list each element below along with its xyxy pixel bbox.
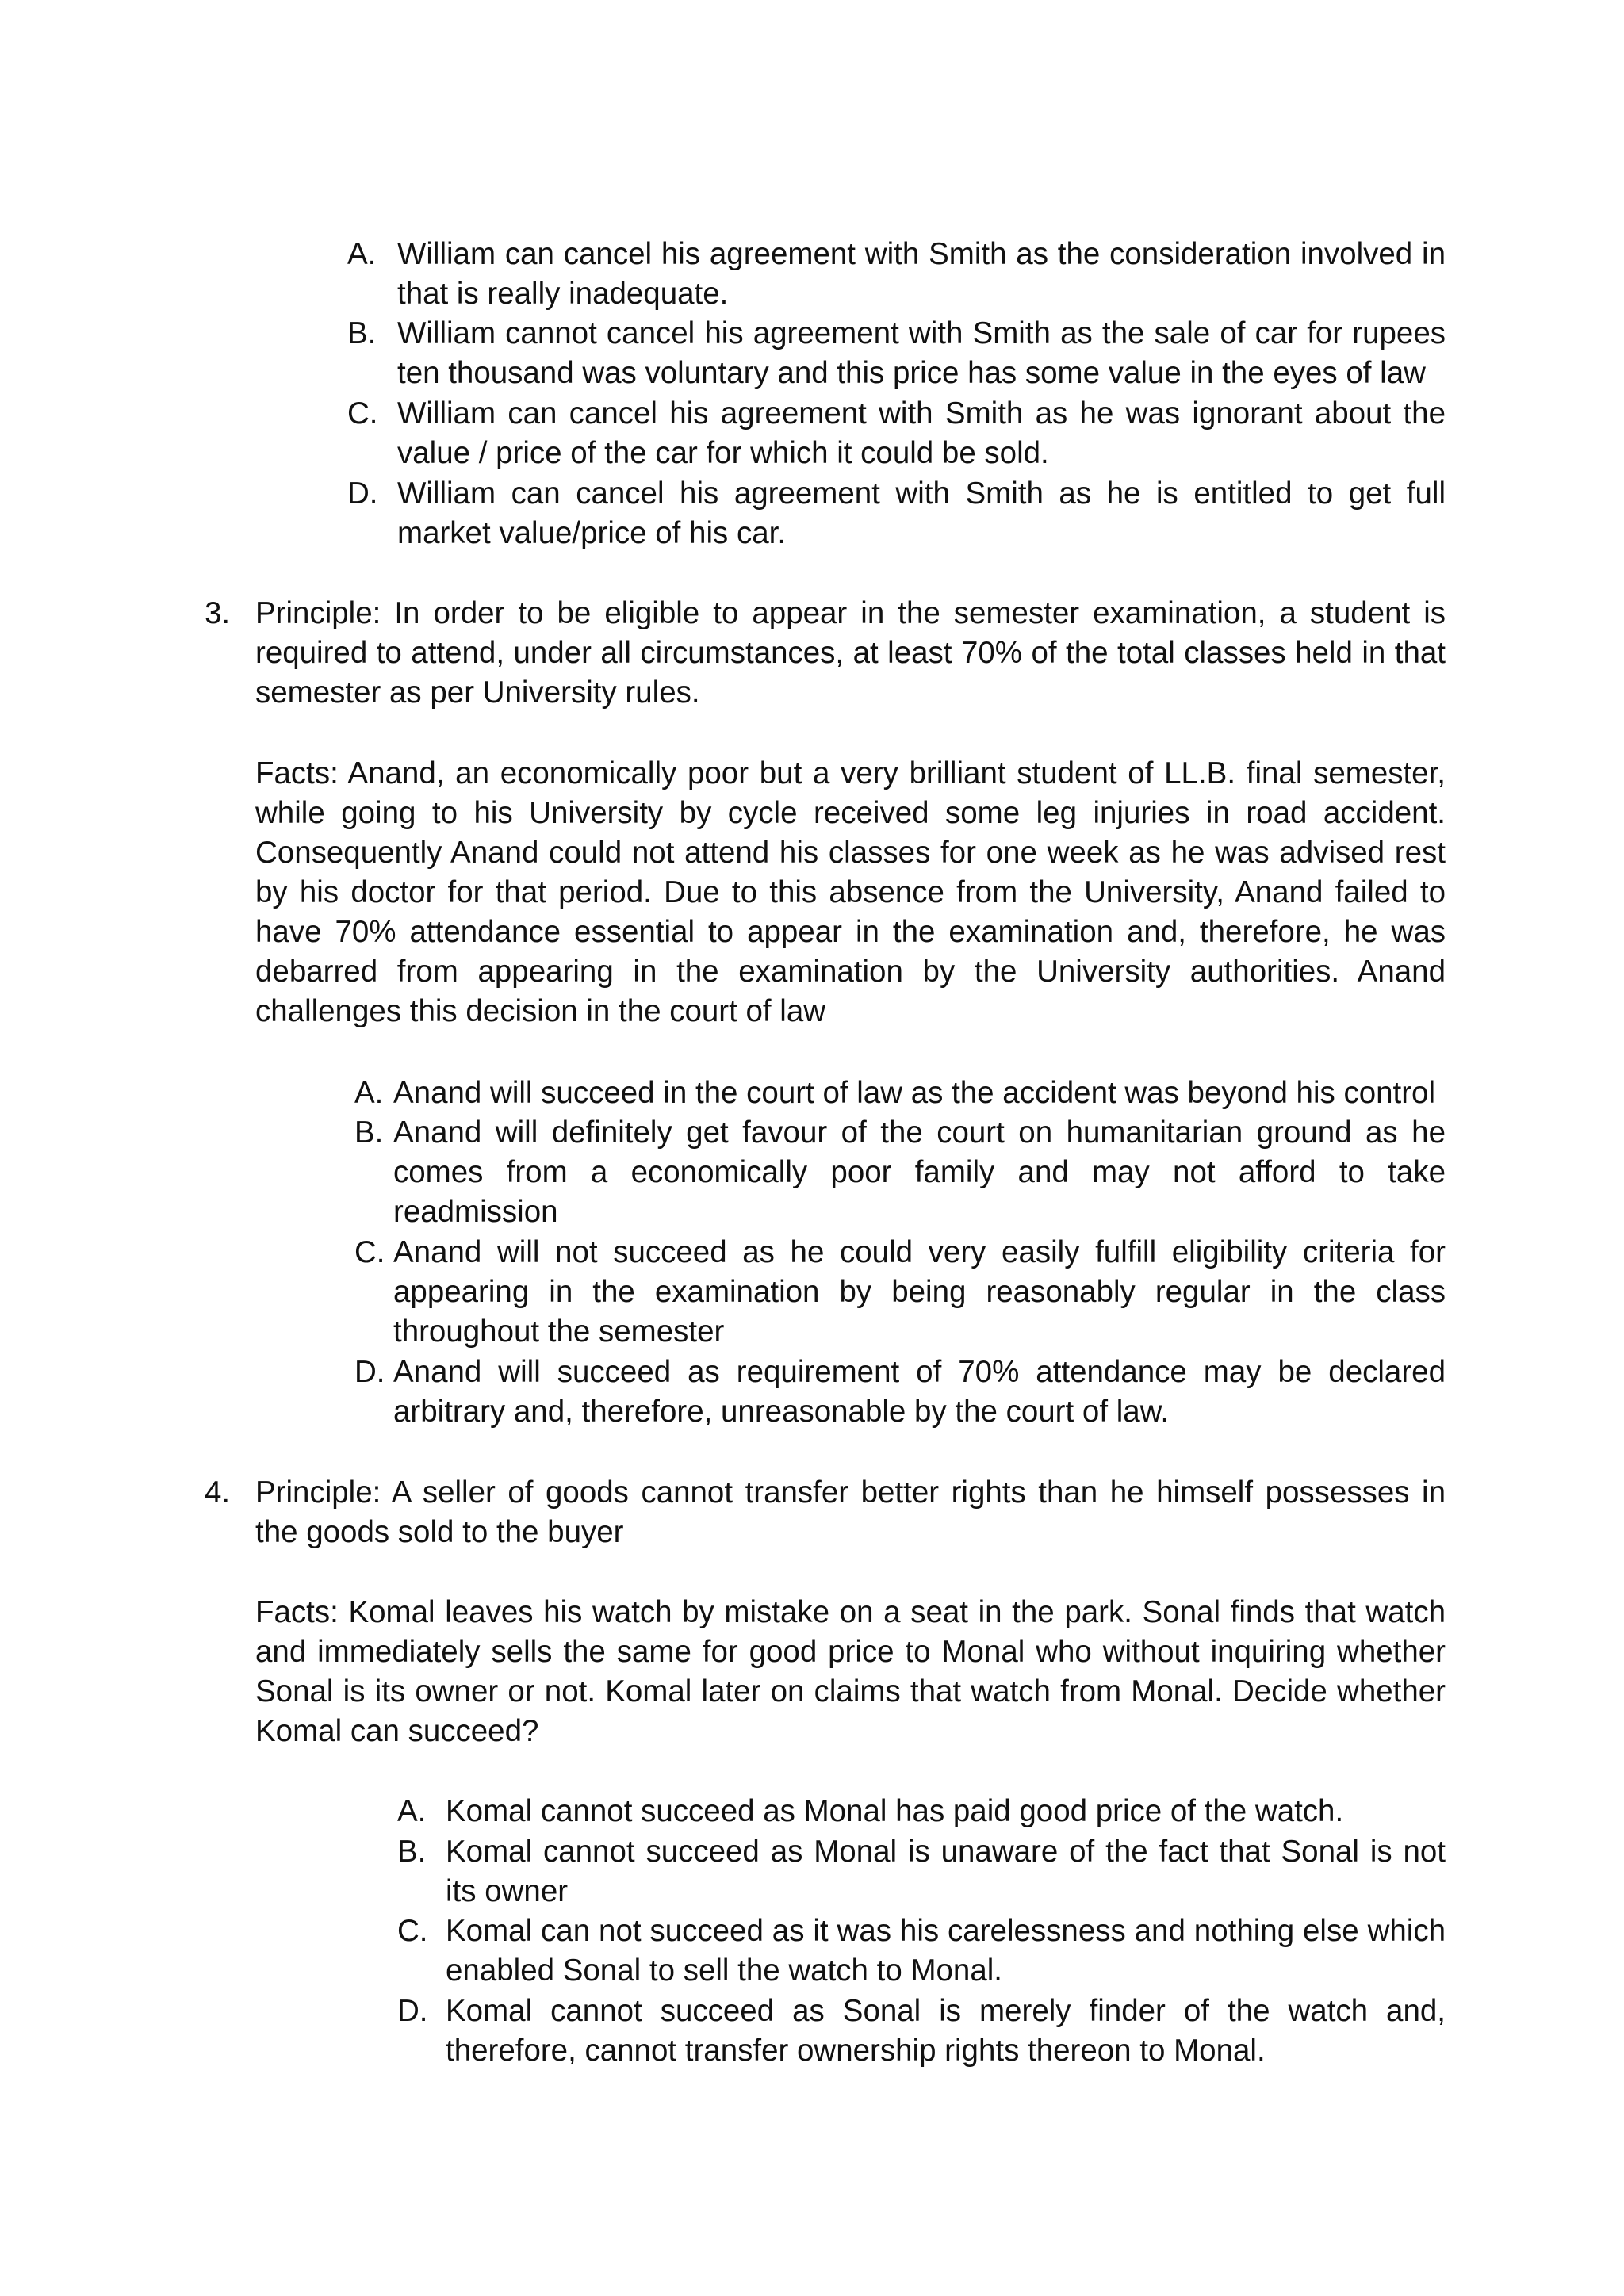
q4-option-b-text: Komal cannot succeed as Monal is unaware of the fact that Sonal is not its owner [446, 1835, 1446, 1908]
q3-option-a-letter: A. [354, 1076, 384, 1110]
q4-number: 4. [205, 1475, 231, 1510]
q4-option-c-text: Komal can not succeed as it was his carelessness and nothing else which enabled Sonal to sell the watch to Monal. [446, 1914, 1446, 1988]
q2-option-b-text: William cannot cancel his agreement with Smith as the sale of car for rupees ten thousand was voluntary and this price has some value in the eyes of law [397, 316, 1446, 390]
q4-option-a-letter: A. [397, 1794, 427, 1828]
q3-option-b-text: Anand will definitely get favour of the court on humanitarian ground as he comes from a economically poor family and may not afford to take readmission [393, 1115, 1446, 1229]
q2-option-c-letter: C. [347, 396, 378, 430]
q3-option-d-text: Anand will succeed as requirement of 70% attendance may be declared arbitrary and, therefore, unreasonable by the court of law. [393, 1355, 1446, 1429]
q2-option-a-letter: A. [347, 237, 377, 271]
q3-option-c-text: Anand will not succeed as he could very easily fulfill eligibility criteria for appearing in the examination by being reasonably regular in the class throughout the semester [393, 1235, 1446, 1349]
q4-option-a-text: Komal cannot succeed as Monal has paid good price of the watch. [446, 1794, 1344, 1828]
q4-principle: Principle: A seller of goods cannot transfer better rights than he himself possesses in the goods sold to the buyer [255, 1475, 1446, 1549]
q4-option-b-letter: B. [397, 1835, 427, 1869]
q2-option-a-text: William can cancel his agreement with Smith as the consideration involved in that is really inadequate. [397, 237, 1446, 311]
q4-option-c-letter: C. [397, 1914, 428, 1948]
q3-option-a-text: Anand will succeed in the court of law as the accident was beyond his control [393, 1076, 1436, 1110]
q4-facts: Facts: Komal leaves his watch by mistake on a seat in the park. Sonal finds that watch and immediately sells the same for good price to Monal who without inquiring whether Sonal is its owner or not. Komal later on claims that watch from Monal. Decide whether Komal can succeed? [255, 1595, 1446, 1748]
q3-option-c-letter: C. [354, 1235, 385, 1269]
q2-option-d-text: William can cancel his agreement with Smith as he is entitled to get full market value/price of his car. [397, 476, 1446, 550]
q3-number: 3. [205, 596, 231, 630]
q4-option-d-letter: D. [397, 1994, 428, 2028]
q2-option-b-letter: B. [347, 316, 377, 350]
q3-option-b-letter: B. [354, 1115, 384, 1150]
q3-facts: Facts: Anand, an economically poor but a very brilliant student of LL.B. final semester, while going to his University by cycle received some leg injuries in road accident. Consequently Anand could not attend his classes for one week as he was advised rest by his doctor for that period. Due to this absence from the University, Anand failed to have 70% attendance essential to appear in the examination and, therefore, he was debarred from appearing in the examination by the University authorities. Anand challenges this decision in the court of law [255, 756, 1446, 1028]
q4-option-d-text: Komal cannot succeed as Sonal is merely finder of the watch and, therefore, cannot transfer ownership rights thereon to Monal. [446, 1994, 1446, 2068]
q3-option-d-letter: D. [354, 1355, 385, 1389]
q3-principle: Principle: In order to be eligible to appear in the semester examination, a student is required to attend, under all circumstances, at least 70% of the total classes held in that semester as per University rules. [255, 596, 1446, 710]
q2-option-c-text: William can cancel his agreement with Smith as he was ignorant about the value / price of the car for which it could be sold. [397, 396, 1446, 470]
q2-option-d-letter: D. [347, 476, 378, 511]
